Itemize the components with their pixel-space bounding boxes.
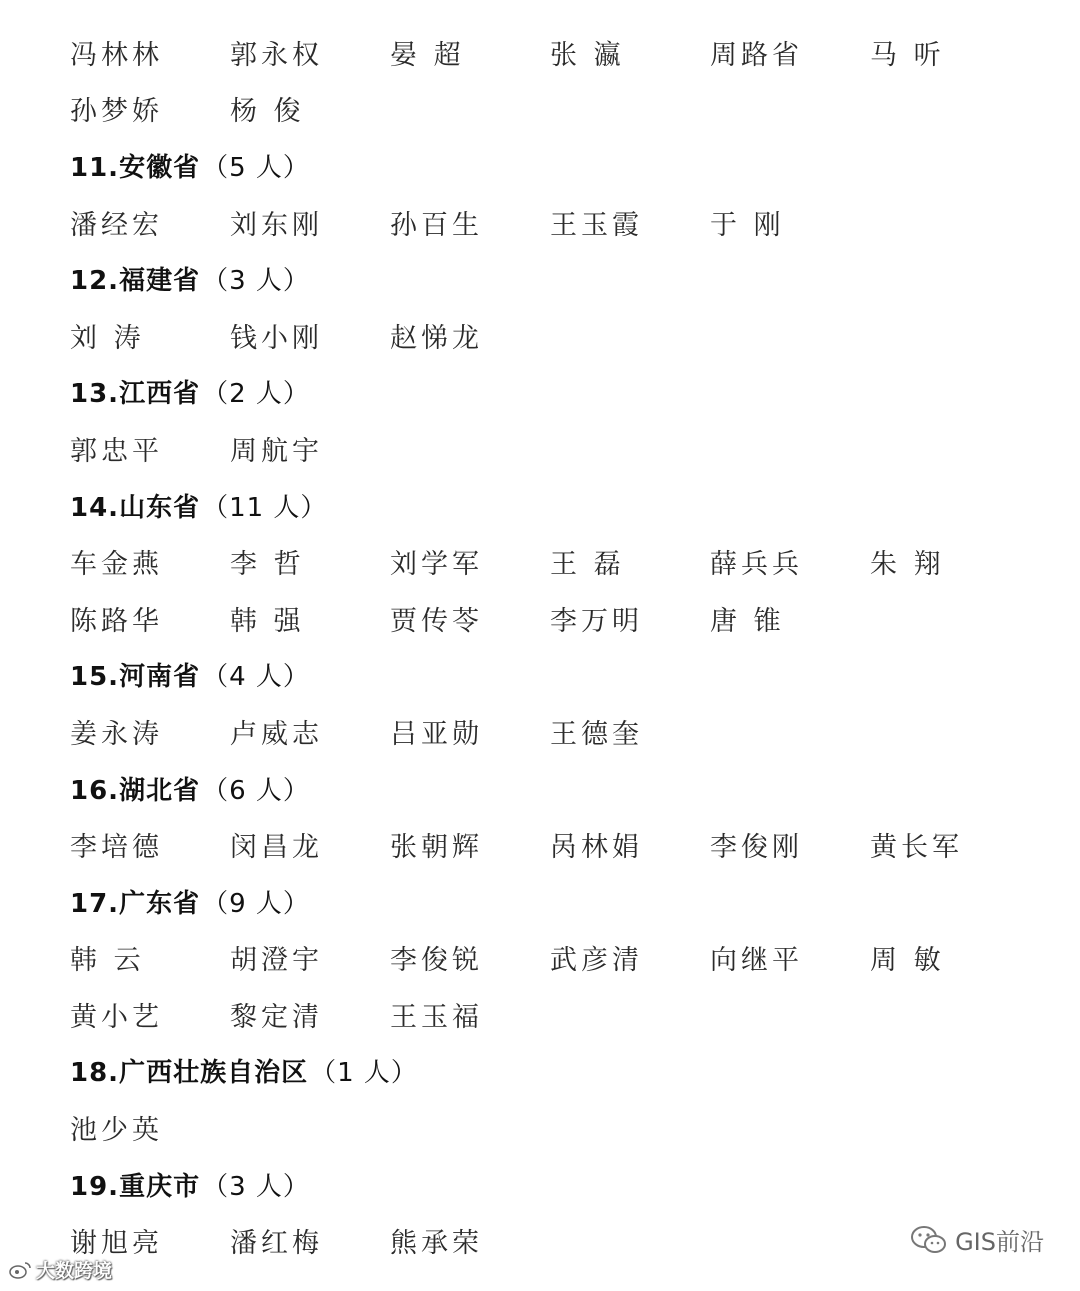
province-number: 15. bbox=[70, 662, 120, 693]
province-count: （5 人） bbox=[202, 152, 310, 183]
names-row bbox=[70, 420, 1030, 477]
watermark-right bbox=[909, 1222, 1044, 1257]
names-row bbox=[70, 533, 1030, 590]
person-name: 贾传苓 bbox=[390, 605, 483, 637]
watermark-left bbox=[8, 1256, 112, 1283]
person-name: 周航宇 bbox=[230, 435, 323, 467]
person-name: 姜永涛 bbox=[70, 718, 163, 750]
person-name: 钱小刚 bbox=[230, 322, 323, 354]
province-count: （3 人） bbox=[202, 266, 310, 297]
province-heading bbox=[70, 137, 1030, 194]
province-name: 安徽省 bbox=[119, 152, 201, 183]
province-count: （4 人） bbox=[202, 662, 310, 693]
province-heading-text bbox=[70, 373, 310, 410]
names-row bbox=[70, 703, 1030, 760]
province-heading-text bbox=[70, 656, 310, 693]
province-heading-text bbox=[70, 260, 310, 297]
province-heading bbox=[70, 1043, 1030, 1100]
person-name: 刘东刚 bbox=[230, 209, 323, 241]
names-row bbox=[70, 590, 1030, 647]
province-count: （2 人） bbox=[202, 379, 310, 410]
person-name: 薛兵兵 bbox=[710, 549, 803, 581]
names-row bbox=[70, 194, 1030, 251]
person-name: 唐 锥 bbox=[710, 605, 785, 637]
person-name: 张朝辉 bbox=[390, 832, 483, 864]
watermark-left-text: 大数跨境 bbox=[36, 1260, 113, 1282]
person-name: 李俊锐 bbox=[390, 945, 483, 977]
province-number: 13. bbox=[70, 379, 120, 410]
person-name: 王德奎 bbox=[550, 718, 643, 750]
person-name: 潘红梅 bbox=[230, 1228, 323, 1260]
province-name: 山东省 bbox=[119, 492, 201, 523]
person-name: 王玉福 bbox=[390, 1001, 483, 1033]
person-name: 王玉霞 bbox=[550, 209, 643, 241]
person-name: 车金燕 bbox=[70, 549, 163, 581]
province-heading-text bbox=[70, 770, 310, 807]
names-row bbox=[70, 1099, 1030, 1156]
province-number: 12. bbox=[70, 266, 120, 297]
province-heading bbox=[70, 873, 1030, 930]
person-name: 李 哲 bbox=[230, 549, 305, 581]
person-name: 杨 俊 bbox=[230, 96, 305, 128]
province-heading bbox=[70, 1156, 1030, 1213]
person-name: 黄长军 bbox=[870, 832, 963, 864]
person-name: 谢旭亮 bbox=[70, 1228, 163, 1260]
person-name: 张 瀛 bbox=[550, 39, 625, 71]
province-number: 16. bbox=[70, 775, 120, 806]
person-name: 黄小艺 bbox=[70, 1001, 163, 1033]
person-name: 赵悌龙 bbox=[390, 322, 483, 354]
province-heading bbox=[70, 250, 1030, 307]
person-name: 晏 超 bbox=[390, 39, 465, 71]
province-count: （9 人） bbox=[202, 888, 310, 919]
province-number: 14. bbox=[70, 492, 120, 523]
province-heading-text bbox=[70, 1052, 418, 1089]
person-name: 冯林林 bbox=[70, 39, 163, 71]
province-name: 湖北省 bbox=[119, 775, 201, 806]
person-name: 马 听 bbox=[870, 39, 945, 71]
names-row bbox=[70, 307, 1030, 364]
person-name: 郭忠平 bbox=[70, 435, 163, 467]
person-name: 王 磊 bbox=[550, 549, 625, 581]
province-heading bbox=[70, 760, 1030, 817]
province-number: 17. bbox=[70, 888, 120, 919]
province-heading-text bbox=[70, 1166, 310, 1203]
person-name: 熊承荣 bbox=[390, 1228, 483, 1260]
province-count: （6 人） bbox=[202, 775, 310, 806]
province-name: 广东省 bbox=[119, 888, 201, 919]
province-number: 18. bbox=[70, 1058, 120, 1089]
person-name: 孙百生 bbox=[390, 209, 483, 241]
names-row bbox=[70, 816, 1030, 873]
province-number: 19. bbox=[70, 1171, 120, 1202]
province-number: 11. bbox=[70, 152, 120, 183]
person-name: 向继平 bbox=[710, 945, 803, 977]
province-heading-text bbox=[70, 487, 327, 524]
person-name: 韩 强 bbox=[230, 605, 305, 637]
province-heading-text bbox=[70, 147, 310, 184]
province-heading bbox=[70, 647, 1030, 704]
names-row bbox=[70, 1212, 1030, 1269]
person-name: 卢威志 bbox=[230, 718, 323, 750]
person-name: 陈路华 bbox=[70, 605, 163, 637]
province-name: 重庆市 bbox=[119, 1171, 201, 1202]
person-name: 周路省 bbox=[710, 39, 803, 71]
person-name: 孙梦娇 bbox=[70, 96, 163, 128]
province-name: 福建省 bbox=[119, 266, 201, 297]
wechat-icon bbox=[909, 1224, 949, 1256]
names-row bbox=[70, 24, 1030, 81]
person-name: 李培德 bbox=[70, 832, 163, 864]
watermark-right-text: GIS前沿 bbox=[955, 1228, 1044, 1256]
person-name: 潘经宏 bbox=[70, 209, 163, 241]
person-name: 吕亚勋 bbox=[390, 718, 483, 750]
person-name: 李万明 bbox=[550, 605, 643, 637]
province-name: 河南省 bbox=[119, 662, 201, 693]
province-heading bbox=[70, 477, 1030, 534]
person-name: 闵昌龙 bbox=[230, 832, 323, 864]
person-name: 周 敏 bbox=[870, 945, 945, 977]
province-name: 江西省 bbox=[119, 379, 201, 410]
person-name: 李俊刚 bbox=[710, 832, 803, 864]
province-count: （11 人） bbox=[202, 492, 328, 523]
person-name: 胡澄宇 bbox=[230, 945, 323, 977]
person-name: 郭永权 bbox=[230, 39, 323, 71]
province-heading-text bbox=[70, 883, 310, 920]
province-count: （1 人） bbox=[310, 1058, 418, 1089]
weibo-logo-icon bbox=[8, 1260, 32, 1280]
person-name: 韩 云 bbox=[70, 945, 145, 977]
province-name: 广西壮族自治区 bbox=[119, 1058, 309, 1089]
name-list-document bbox=[70, 24, 1030, 1269]
person-name: 于 刚 bbox=[710, 209, 785, 241]
person-name: 刘学军 bbox=[390, 549, 483, 581]
names-row bbox=[70, 930, 1030, 987]
province-count: （3 人） bbox=[202, 1171, 310, 1202]
names-row bbox=[70, 81, 1030, 138]
province-heading bbox=[70, 364, 1030, 421]
names-row bbox=[70, 986, 1030, 1043]
person-name: 池少英 bbox=[70, 1115, 163, 1147]
person-name: 朱 翔 bbox=[870, 549, 945, 581]
person-name: 武彦清 bbox=[550, 945, 643, 977]
person-name: 刘 涛 bbox=[70, 322, 145, 354]
person-name: 呙林娟 bbox=[550, 832, 643, 864]
person-name: 黎定清 bbox=[230, 1001, 323, 1033]
